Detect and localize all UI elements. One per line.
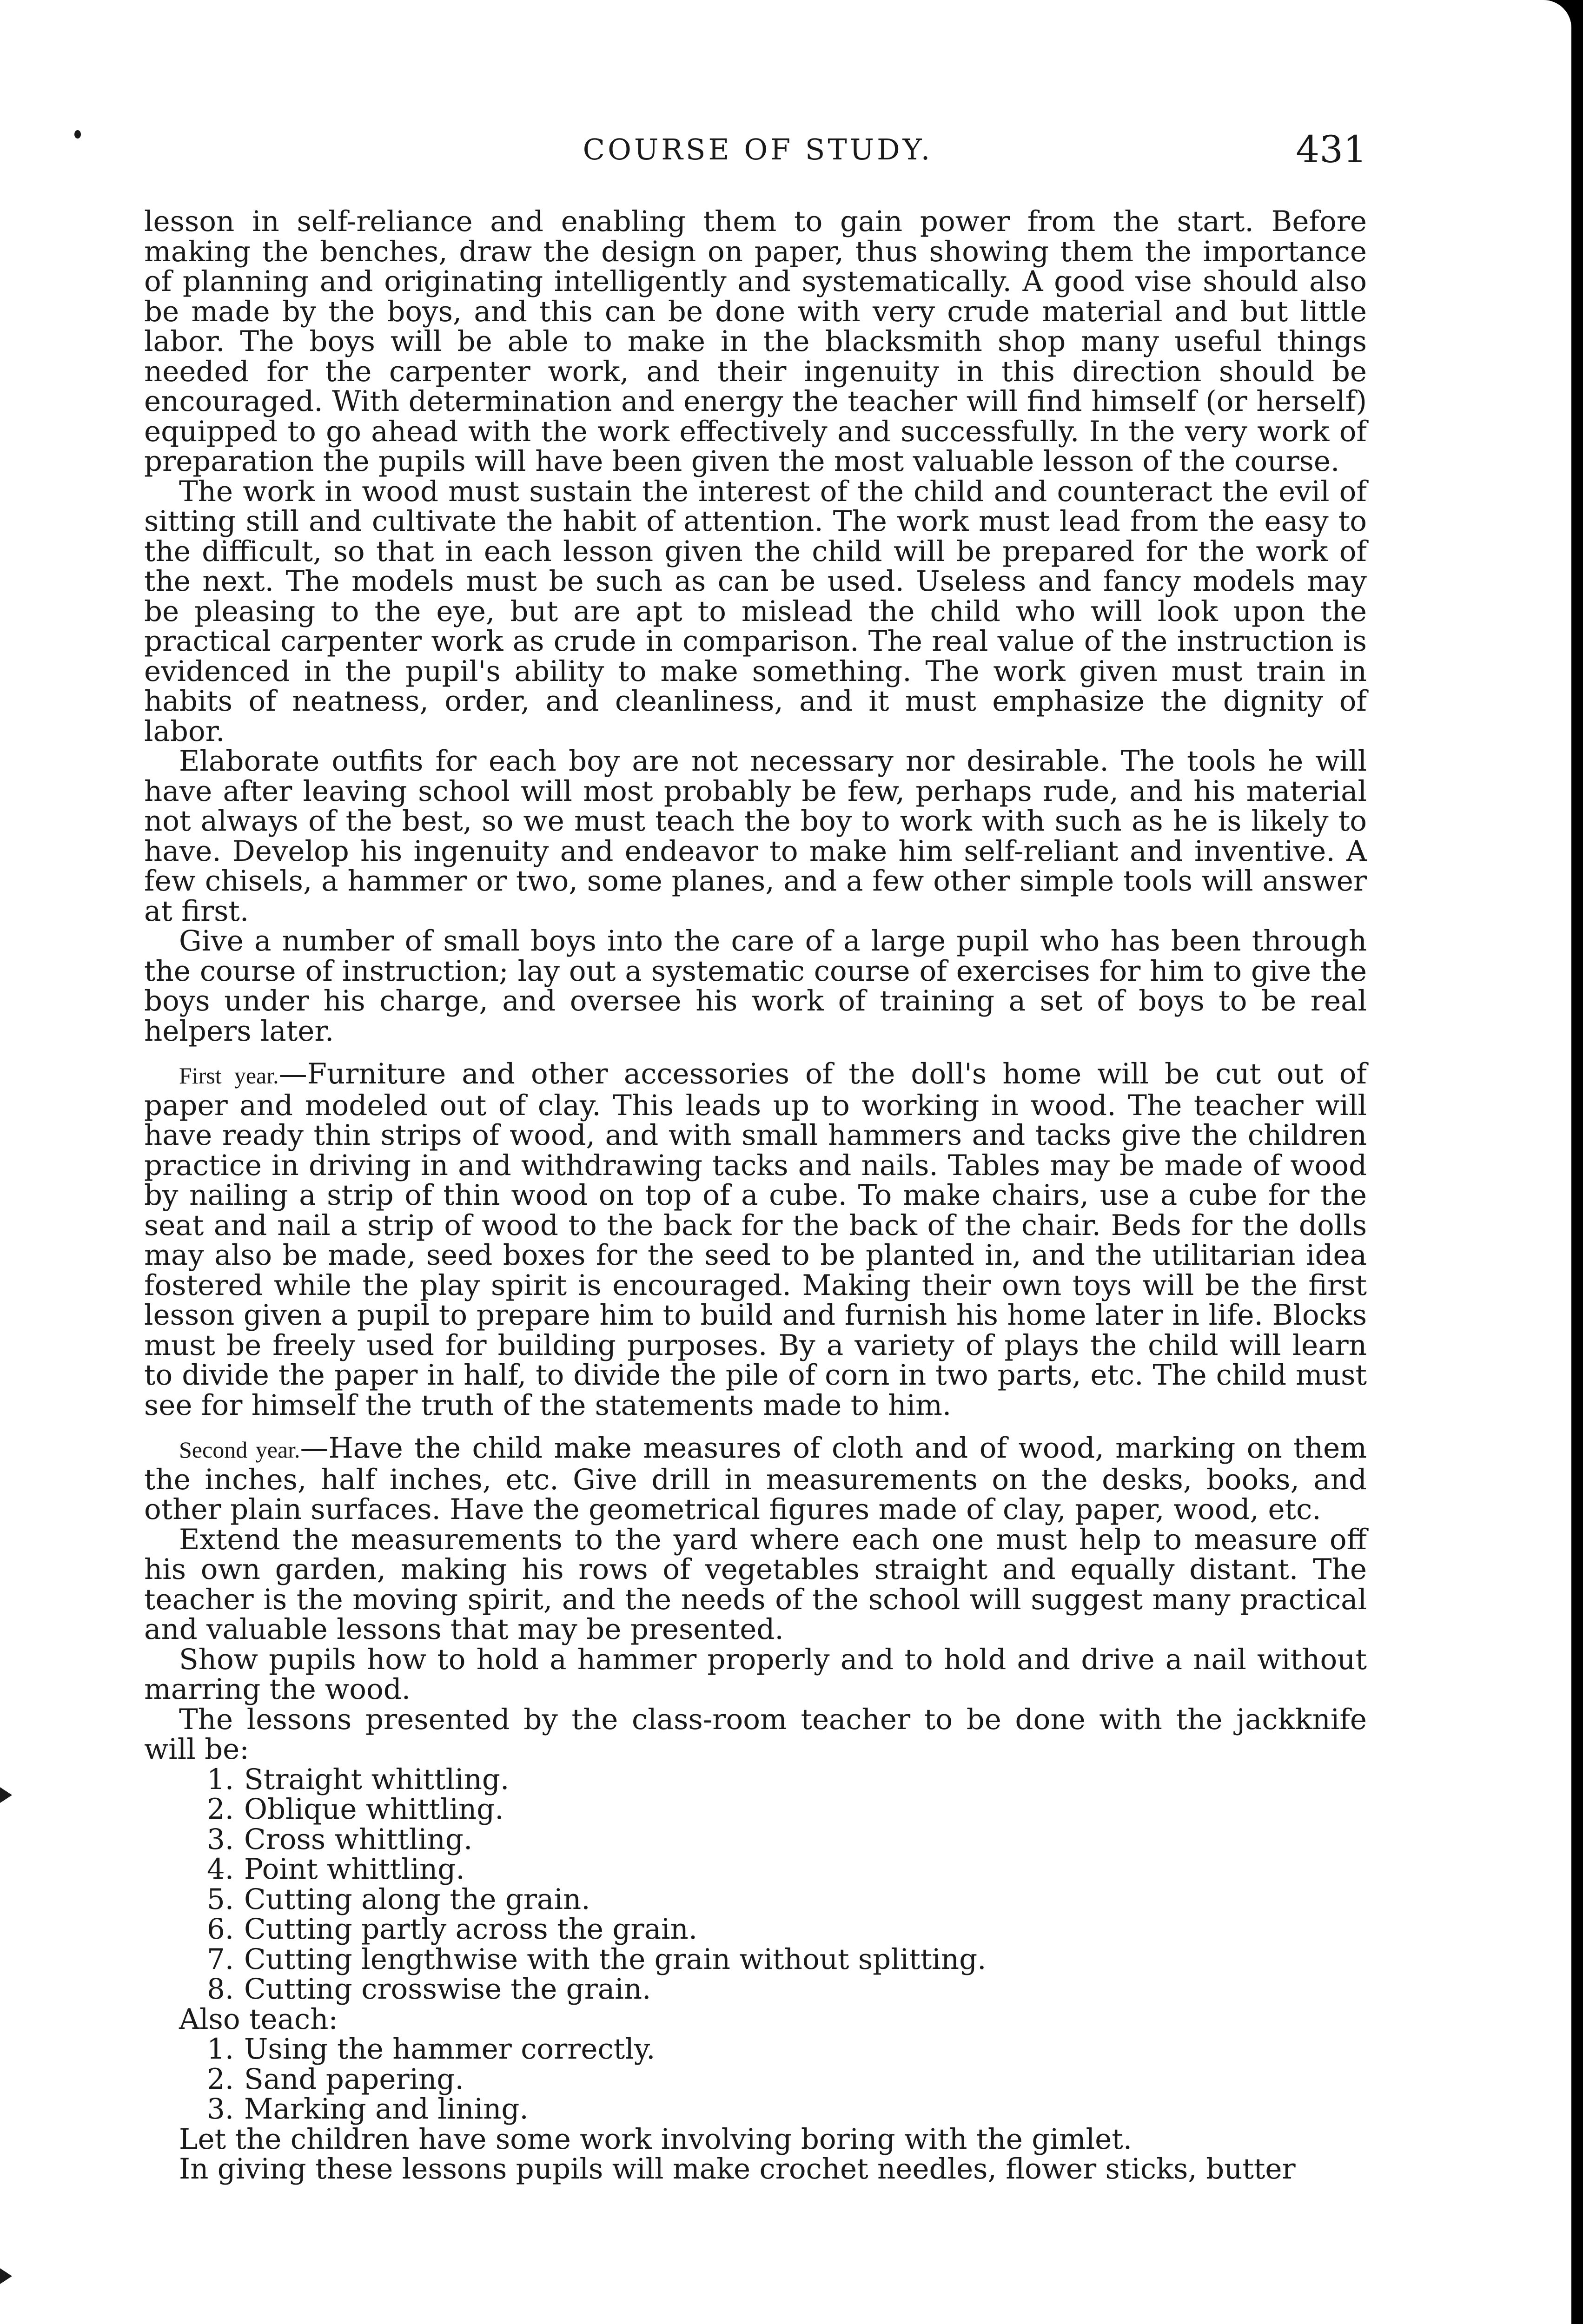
list-item xyxy=(144,2034,1367,2065)
page-edge xyxy=(1571,0,1583,2324)
list-number: 7. xyxy=(207,1942,234,1976)
list-number: 3. xyxy=(207,1822,234,1856)
list-number: 4. xyxy=(207,1853,234,1886)
list-number: 8. xyxy=(207,1973,234,2006)
list-text: Straight whittling. xyxy=(244,1763,510,1796)
list-text: Sand papering. xyxy=(244,2062,464,2096)
paragraph: In giving these lessons pupils will make crochet needles, flower sticks, butter xyxy=(179,2152,1296,2185)
list-item xyxy=(144,1855,1367,1885)
running-head: COURSE OF STUDY. xyxy=(583,132,933,166)
page-number: 431 xyxy=(1296,128,1367,171)
section-label: Second year. xyxy=(179,1437,300,1463)
paragraph: The lessons presented by the class-room teacher to be done with the jackknife will be: xyxy=(144,1703,1367,1766)
list-text: Cutting lengthwise with the grain without splitting. xyxy=(244,1942,987,1976)
jackknife-lesson-list xyxy=(144,1765,1367,2005)
paragraph: Show pupils how to hold a hammer properly and to hold and drive a nail without marring the wood. xyxy=(144,1643,1367,1706)
list-number: 2. xyxy=(207,1793,234,1826)
also-teach-list xyxy=(144,2034,1367,2125)
list-item xyxy=(144,1882,1367,1916)
list-item xyxy=(144,2062,1367,2096)
margin-tab-mark xyxy=(0,1787,12,1803)
page-header xyxy=(149,128,1367,179)
paragraph: The work in wood must sustain the interest of the child and counteract the evil of sitting still and cultivate the habit of attention. The work must lead from the easy to the difficult, so that in each lesson given the child will be prepared for the work of the next. The models must be such as can be used. Useless and fancy models may be pleasing to the eye, but are apt to mislead the child who will look upon the practical carpenter work as crude in comparison. The real value of the instruction is evidenced in the pupil's ability to make something. The work given must train in habits of neatness, order, and cleanliness, and it must emphasize the dignity of labor. xyxy=(144,475,1367,748)
margin-dot xyxy=(74,130,81,139)
paragraph: Elaborate outfits for each boy are not necessary nor desirable. The tools he will have after leaving school will most probably be few, perhaps rude, and his material not always of the best, so we must teach the boy to work with such as he is likely to have. Develop his ingenuity and endeavor to make him self-reliant and inventive. A few chisels, a hammer or two, some planes, and a few other simple tools will answer at first. xyxy=(144,745,1367,928)
list-item xyxy=(144,1795,1367,1825)
body-text xyxy=(144,207,1367,2185)
section-text: —Have the child make measures of cloth and of wood, marking on them the inches, half inches, etc. Give drill in measurements on the desks, books, and other plain surfaces. Have the geometrical figures made of clay, paper, wood, etc. xyxy=(144,1432,1367,1526)
also-teach-heading: Also teach: xyxy=(179,2002,338,2036)
list-number: 3. xyxy=(207,2093,234,2126)
list-number: 5. xyxy=(207,1882,234,1916)
list-text: Using the hammer correctly. xyxy=(244,2033,656,2066)
list-text: Cutting along the grain. xyxy=(244,1882,590,1916)
list-text: Marking and lining. xyxy=(244,2093,529,2126)
first-year-paragraph xyxy=(144,1059,1367,1420)
list-text: Cutting crosswise the grain. xyxy=(244,1973,651,2006)
second-year-paragraph xyxy=(144,1433,1367,1525)
list-text: Cross whittling. xyxy=(244,1822,473,1856)
list-text: Oblique whittling. xyxy=(244,1793,504,1826)
list-item xyxy=(144,1915,1367,1945)
list-number: 1. xyxy=(207,2033,234,2066)
paragraph: Extend the measurements to the yard where each one must help to measure off his own garden, making his rows of vegetables straight and equally distant. The teacher is the moving spirit, and the needs of the school will suggest many practical and valuable lessons that may be presented. xyxy=(144,1523,1367,1646)
list-text: Point whittling. xyxy=(244,1853,465,1886)
paragraph: Let the children have some work involving boring with the gimlet. xyxy=(179,2122,1133,2156)
margin-tab-mark xyxy=(0,2268,12,2284)
list-text: Cutting partly across the grain. xyxy=(244,1913,698,1946)
paragraph: lesson in self-reliance and enabling them to gain power from the start. Before making the benches, draw the design on paper, thus showing them the importance of planning and originating intelligently and systematically. A good vise should also be made by the boys, and this can be done with very crude material and but little labor. The boys will be able to make in the blacksmith shop many useful things needed for the carpenter work, and their ingenuity in this direction should be encouraged. With determination and energy the teacher will find himself (or herself) equipped to go ahead with the work effectively and successfully. In the very work of preparation the pupils will have been given the most valuable lesson of the course. xyxy=(144,205,1367,478)
list-number: 2. xyxy=(207,2062,234,2096)
section-text: —Furniture and other accessories of the doll's home will be cut out of paper and modeled out of clay. This leads up to working in wood. The teacher will have ready thin strips of wood, and with small hammers and tacks give the children practice in driving in and withdrawing tacks and nails. Tables may be made of wood by nailing a strip of thin wood on top of a cube. To make chairs, use a cube for the seat and nail a strip of wood to the back for the back of the chair. Beds for the dolls may also be made, seed boxes for the seed to be planted in, and the utilitarian idea fostered while the play spirit is encouraged. Making their own toys will be the first lesson given a pupil to prepare him to build and furnish his home later in life. Blocks must be freely used for building purposes. By a variety of plays the child will learn to divide the paper in half, to divide the pile of corn in two parts, etc. The child must see for himself the truth of the statements made to him. xyxy=(144,1057,1367,1422)
list-item xyxy=(144,2094,1367,2125)
list-item xyxy=(144,1822,1367,1856)
list-number: 6. xyxy=(207,1913,234,1946)
paragraph: Give a number of small boys into the care of a large pupil who has been through the course of instruction; lay out a systematic course of exercises for him to give the boys under his charge, and oversee his work of training a set of boys to be real helpers later. xyxy=(144,924,1367,1048)
list-number: 1. xyxy=(207,1763,234,1796)
list-item xyxy=(144,1974,1367,2005)
list-item xyxy=(144,1942,1367,1976)
list-item xyxy=(144,1765,1367,1795)
section-label: First year. xyxy=(179,1063,279,1089)
